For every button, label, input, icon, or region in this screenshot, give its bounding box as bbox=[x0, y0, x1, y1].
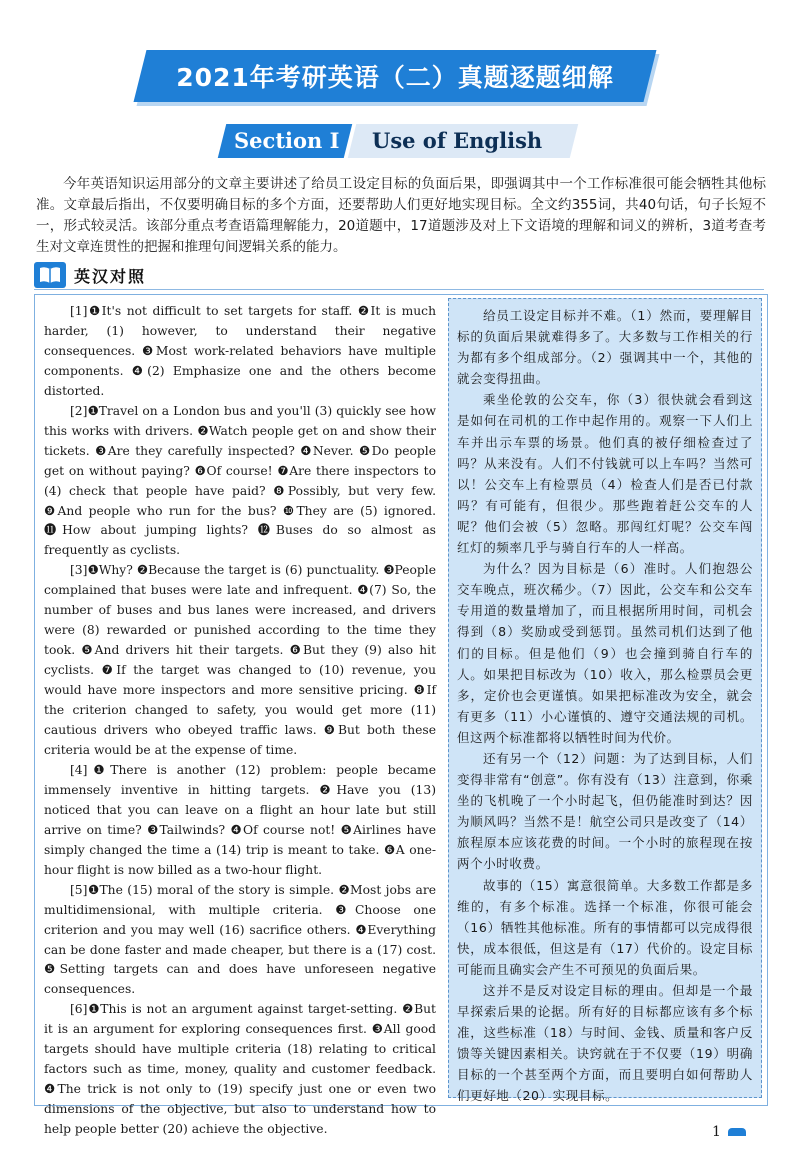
page-number-decoration bbox=[728, 1128, 746, 1136]
book-icon bbox=[34, 262, 66, 288]
divider bbox=[34, 289, 764, 290]
english-paragraph: [5]❶The (15) moral of the story is simple. ❷Most jobs are multidimensional, with multiple criteria. ❸Choose one criterion and you may well (16) sacrifice others. ❹Everything can be done faster and made cheaper, but there is a (17) cost. ❺Setting targets can and does have unforeseen negative consequences. bbox=[44, 882, 436, 997]
section-name: Use of English bbox=[372, 128, 543, 153]
page-title: 2021年考研英语（二）真题逐题细解 bbox=[176, 63, 614, 92]
intro-paragraph: 今年英语知识运用部分的文章主要讲述了给员工设定目标的负面后果，即强调其中一个工作标准很可能会牺牲其他标准。文章最后指出，不仅要明确目标的多个方面，还要帮助人们更好地实现目标。全文约355词，共40句话，句子长短不一，形式较灵活。该部分重点考查语篇理解能力，20道题中，17道题涉及对上下文语境的理解和词义的辨析，3道考查考生对文章连贯性的把握和推理句间逻辑关系的能力。 bbox=[36, 176, 766, 255]
english-paragraph: [1]❶It's not difficult to set targets for staff. ❷It is much harder, (1) however, to understand their negative consequences. ❸Most work-related behaviors have multiple components. ❹(2) Emphasize one and the others become distorted. bbox=[44, 304, 436, 398]
chinese-paragraph: 故事的（15）寓意很简单。大多数工作都是多维的，有多个标准。选择一个标准，你很可能会（16）牺牲其他标准。所有的事情都可以完成得很快，成本很低，但这是有（17）代价的。设定目标可能而且确实会产生不可预见的负面后果。 bbox=[457, 877, 753, 977]
english-paragraph: [2]❶Travel on a London bus and you'll (3) quickly see how this works with drivers. ❷Watch people get on and show their tickets. ❸Are they carefully inspected? ❹Never. ❺Do people get on without paying? ❻Of course! ❼Are there inspectors to (4) check that people have paid? ❽Possibly, but very few. ❾And people who run for the bus? ❿They are (5) ignored. ⓫How about jumping lights? ⓬Buses do so almost as frequently as cyclists. bbox=[44, 403, 436, 558]
chinese-paragraph: 给员工设定目标并不难。（1）然而，要理解目标的负面后果就难得多了。大多数与工作相关的行为都有多个组成部分。（2）强调其中一个，其他的就会变得扭曲。 bbox=[457, 308, 753, 387]
chinese-paragraph: 乘坐伦敦的公交车，你（3）很快就会看到这是如何在司机的工作中起作用的。观察一下人们上车并出示车票的场景。他们真的被仔细检查过了吗？从来没有。人们不付钱就可以上车吗？当然可以！公交车上有检票员（4）检查人们是否已付款吗？有可能有，但很少。那些跑着赶公交车的人呢？他们会被（5）忽略。那闯红灯呢？公交车闯红灯的频率几乎与骑自行车的人一样高。 bbox=[457, 392, 753, 556]
english-column bbox=[44, 302, 436, 1140]
chinese-paragraph: 为什么？因为目标是（6）准时。人们抱怨公交车晚点，班次稀少。（7）因此，公交车和公交车专用道的数量增加了，而且根据所用时间，司机会得到（8）奖励或受到惩罚。虽然司机们达到了他们的目标。但是他们（9）也会撞到骑自行车的人。如果把目标改为（10）收入，那么检票员会更多，定价也会更谨慎。如果把标准改为安全，就会有更多（11）小心谨慎的、遵守交通法规的司机。但这两个标准都将以牺牲时间为代价。 bbox=[457, 561, 753, 745]
subheading-label: 英汉对照 bbox=[74, 267, 147, 286]
english-paragraph: [6]❶This is not an argument against target-setting. ❷But it is an argument for exploring consequences first. ❸All good targets should have multiple criteria (18) relating to critical factors such as time, money, quality and customer feedback. ❹The trick is not only to (19) specify just one or even two dimensions of the objective, but also to understand how to help people better (20) achieve the objective. bbox=[44, 1002, 436, 1137]
english-paragraph: [4]❶There is another (12) problem: people became immensely inventive in hitting targets. ❷Have you (13) noticed that you can leave on a flight an hour late but still arrive on time? ❸Tailwinds? ❹Of course not! ❺Airlines have simply changed the time a (14) trip is meant to take. ❻A one-hour flight is now billed as a two-hour flight. bbox=[44, 762, 436, 877]
chinese-paragraph: 还有另一个（12）问题：为了达到目标，人们变得非常有“创意”。你有没有（13）注意到，你乘坐的飞机晚了一个小时起飞，但仍能准时到达？因为顺风吗？当然不是！航空公司只是改变了（14）旅程原本应该花费的时间。一个小时的旅程现在按两个小时收费。 bbox=[457, 750, 753, 872]
chinese-paragraph: 这并不是反对设定目标的理由。但却是一个最早探索后果的论据。所有好的目标都应该有多个标准，这些标准（18）与时间、金钱、质量和客户反馈等关键因素相关。诀窍就在于不仅要（19）明确目标的一个甚至两个方面，而且要明白如何帮助人们更好地（20）实现目标。 bbox=[457, 983, 753, 1104]
page-number: 1 bbox=[712, 1124, 721, 1140]
subheading bbox=[34, 262, 174, 288]
chinese-column bbox=[448, 298, 762, 1104]
english-paragraph: [3]❶Why? ❷Because the target is (6) punctuality. ❸People complained that buses were late and infrequent. ❹(7) So, the number of buses and bus lanes were increased, and drivers were (8) rewarded or punished according to the time they took. ❺And drivers hit their targets. ❻But they (9) also hit cyclists. ❼If the target was changed to (10) revenue, you would have more inspectors and more sensitive pricing. ❽If the criterion changed to safety, you would get more (11) cautious drivers who obeyed traffic laws. ❾But both these criteria would be at the expense of time. bbox=[44, 563, 436, 757]
section-label: Section Ⅰ bbox=[234, 128, 340, 153]
section-bar bbox=[222, 124, 574, 158]
